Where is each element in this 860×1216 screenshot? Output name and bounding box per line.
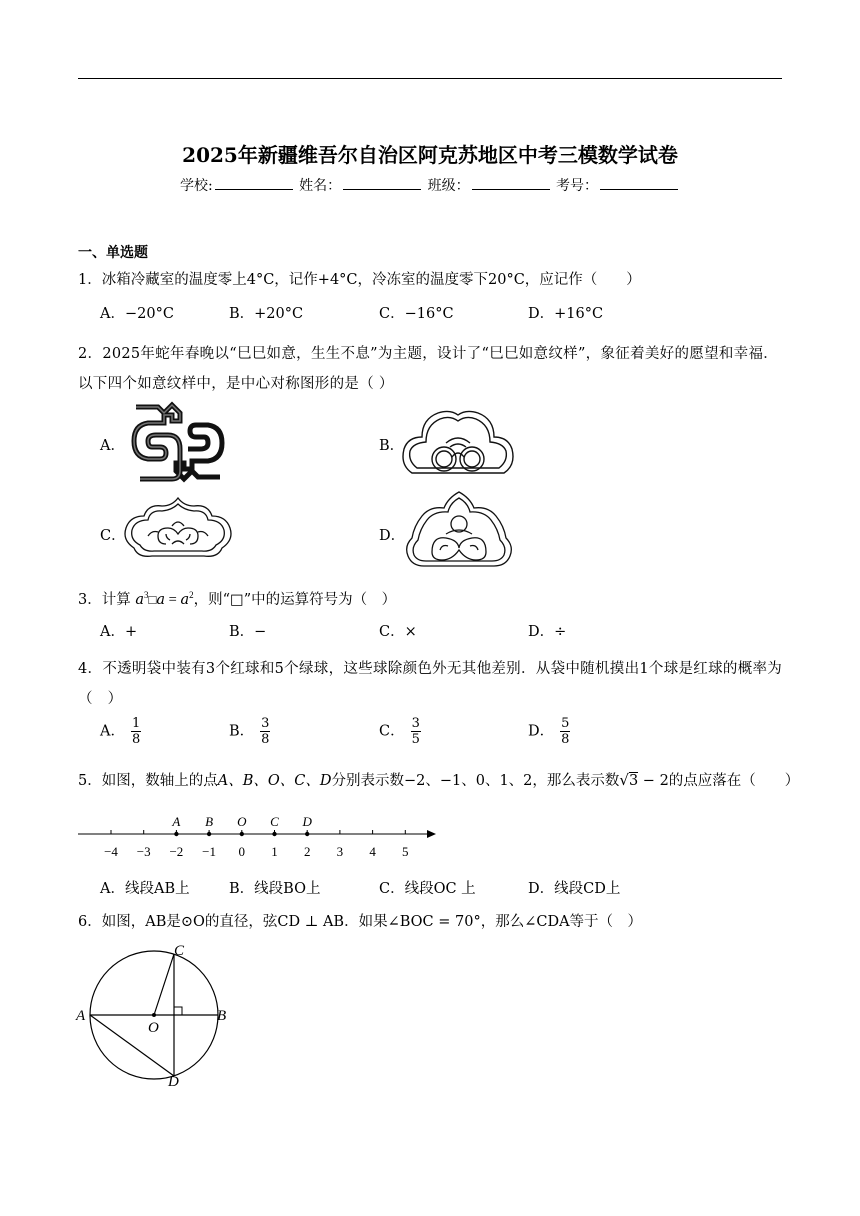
q5-sqrt-expression: √3 − 2 [619, 771, 669, 789]
q2-option-b: B． [379, 438, 405, 454]
label-a: A [76, 1008, 86, 1024]
q2-option-d: D． [379, 528, 406, 544]
q1-option-a: A．−20°C [100, 306, 174, 322]
tick-label: 5 [402, 844, 409, 859]
point-label: C [270, 814, 279, 829]
label-o: O [148, 1020, 159, 1036]
right-angle-mark [174, 1007, 182, 1015]
tick-label: 4 [369, 844, 376, 859]
segment-ad [90, 1015, 174, 1076]
q5-text-b: 分别表示数−2、−1、0、1、2，那么表示数 [331, 773, 620, 789]
pattern-c-figure [122, 496, 234, 562]
tick-label: 1 [271, 844, 278, 859]
q4-option-c-fraction: $\frac{3}{5}$ [411, 716, 420, 747]
point-dot [174, 832, 178, 836]
q5-option-c: C．线段OC 上 [379, 881, 476, 897]
tick-label: −4 [104, 844, 118, 859]
label-b: B [217, 1008, 227, 1024]
q1-option-b: B．+20°C [229, 306, 304, 322]
q3-suffix: ，则“□”中的运算符号为（ ） [193, 591, 397, 608]
tick-label: 3 [336, 844, 344, 859]
segment-oc [154, 954, 174, 1015]
q4-option-d-fraction: $\frac{5}{8}$ [561, 716, 570, 747]
question-1-text: 1．冰箱冷藏室的温度零上4°C，记作+4°C，冷冻室的温度零下20°C，应记作（ ） [78, 272, 641, 288]
label-c: C [174, 943, 185, 959]
student-info-line [0, 175, 860, 195]
pattern-a-figure [128, 401, 228, 483]
point-label: O [237, 814, 247, 829]
q3-option-d: D．÷ [528, 624, 567, 640]
pattern-d-figure [402, 490, 516, 572]
q3-expression: $a^3□a = a^2$ [135, 590, 194, 608]
q5-points: A、B、O、C、D [217, 773, 332, 789]
q2-option-a: A． [100, 438, 125, 454]
q4-option-d-label: D． [528, 723, 555, 740]
q5-text-a: 5．如图，数轴上的点 [78, 773, 218, 789]
q4-option-b-label: B． [229, 723, 255, 740]
q4-option-c-label: C． [379, 723, 405, 740]
point-label: D [302, 814, 312, 829]
section-title: 一、单选题 [78, 245, 148, 261]
number-line-arrow [427, 830, 436, 838]
q3-prefix: 3．计算 [78, 591, 131, 608]
q3-option-a: A．+ [100, 624, 138, 640]
q2-option-c: C． [100, 528, 126, 544]
q4-option-a-fraction: $\frac{1}{8}$ [131, 716, 141, 747]
school-blank [215, 177, 293, 190]
school-label: 学校: [179, 178, 213, 194]
question-6-text: 6．如图，AB是⊙O的直径，弦CD ⊥ AB．如果∠BOC = 70°，那么∠CDA等于（ ） [78, 914, 643, 930]
q3-option-b: B．− [229, 624, 267, 640]
point-label: B [205, 814, 214, 829]
tick-label: −2 [169, 844, 184, 859]
question-2-text: 2．2025年蛇年春晚以“巳巳如意，生生不息”为主题，设计了“巳巳如意纹样”，象征着美好的愿望和幸福．以下四个如意纹样中，是中心对称图形的是（ ） [78, 346, 779, 392]
class-blank [472, 177, 550, 190]
point-dot [272, 832, 276, 836]
q4-option-b [229, 716, 270, 747]
header-rule [78, 78, 782, 79]
tick-label: 2 [303, 844, 311, 859]
point-label: A [172, 814, 181, 829]
center-point [152, 1013, 156, 1017]
q4-option-a [100, 716, 141, 747]
number-line-figure [78, 808, 440, 860]
name-label: 姓名： [299, 178, 342, 194]
number-label: 考号： [556, 178, 599, 194]
q5-option-b: B．线段BO上 [229, 881, 321, 897]
q4-option-d [528, 716, 570, 747]
label-d: D [168, 1074, 179, 1090]
q5-option-a: A．线段AB上 [100, 881, 190, 897]
tick-label: −3 [136, 844, 151, 859]
q5-text-c: 的点应落在（ ） [668, 773, 800, 789]
q4-option-a-label: A． [100, 723, 125, 740]
q1-option-d: D．+16°C [528, 306, 604, 322]
point-dot [240, 832, 244, 836]
circle-geometry-figure [74, 940, 240, 1090]
q3-option-c: C．× [379, 624, 417, 640]
tick-label: 0 [238, 844, 246, 859]
q4-option-c [379, 716, 421, 747]
q5-option-d: D．线段CD上 [528, 881, 621, 897]
tick-label: −1 [202, 844, 217, 859]
name-blank [343, 177, 421, 190]
question-4-text: 4．不透明袋中装有3个红球和5个绿球，这些球除颜色外无其他差别．从袋中随机摸出1个球是红球的概率为（ ） [78, 661, 783, 707]
point-dot [305, 832, 309, 836]
q4-option-b-fraction: $\frac{3}{8}$ [261, 716, 270, 747]
pattern-b-figure [400, 403, 516, 479]
question-5 [78, 770, 799, 791]
point-dot [207, 832, 211, 836]
number-blank [600, 177, 678, 190]
q1-option-c: C．−16°C [379, 306, 454, 322]
class-label: 班级： [427, 178, 470, 194]
question-3 [78, 585, 396, 610]
exam-title: 2025年新疆维吾尔自治区阿克苏地区中考三模数学试卷 [182, 143, 678, 167]
